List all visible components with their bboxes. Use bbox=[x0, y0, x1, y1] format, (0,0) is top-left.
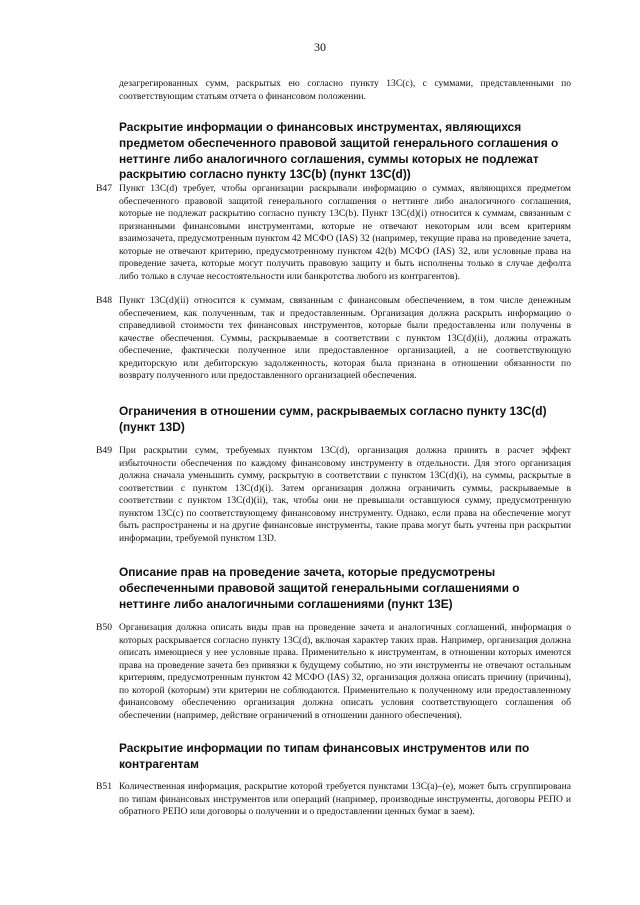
paragraph-label-b50: B50 bbox=[96, 622, 112, 633]
paragraph-b51: Количественная информация, раскрытие которой требуется пунктами 13С(a)–(e), может быть сгруппирована по типам финансовых инструментов или операций (например, производные инструменты, договоры РЕПО и обратного РЕПО или договоры о получении и о предоставлении ценных бумаг в заем). bbox=[119, 781, 571, 817]
page-number: 30 bbox=[314, 40, 326, 54]
intro-paragraph: дезагрегированных сумм, раскрытых ею согласно пункту 13С(с), с суммами, представленными по соответствующим статьям отчета о финансовом положении. bbox=[119, 78, 571, 102]
section-heading-offsetting-not-reported: Раскрытие информации о финансовых инструментах, являющихся предметом обеспеченного правовой защитой генерального соглашения о неттинге либо аналогичного соглашения, суммы которых не подлежат раскрытию согласно пункту 13С(b) (пункт 13С(d)) bbox=[119, 120, 559, 182]
section-heading-limits-13d: Ограничения в отношении сумм, раскрываемых согласно пункту 13С(d) (пункт 13D) bbox=[119, 404, 547, 434]
paragraph-label-b47: B47 bbox=[96, 183, 112, 194]
section-heading-by-type: Раскрытие информации по типам финансовых инструментов или по контрагентам bbox=[119, 741, 530, 771]
paragraph-b48: Пункт 13С(d)(ii) относится к суммам, связанным с финансовым обеспечением, в том числе денежным обеспечением, как полученным, так и предоставленным. Организация должна раскрыть информацию о справедливой стоимости тех финансовых инструментов, которые были предоставлены или получены в качестве обеспечения. Суммы, раскрываемые в соответствии с пунктом 13С(d)(ii), должны отражать обеспечение, фактически полученное или предоставленное организацией, а не соответствующую кредиторскую или дебиторскую задолженность, которая была признана в отношении обязанности по возврату полученного или предоставленного организацией обеспечения. bbox=[119, 295, 571, 381]
paragraph-b47: Пункт 13С(d) требует, чтобы организации раскрывали информацию о суммах, являющихся предметом обеспеченного правовой защитой генерального соглашения о неттинге либо аналогичного соглашения, которые не подлежат раскрытию согласно пункту 13С(b). Пункт 13С(d)(i) относится к суммам, связанным с признанными финансовыми инструментами, которые не отвечают некоторым или всем критериям взаимозачета, предусмотренным пунктом 42 МСФО (IAS) 32 (например, текущие права на проведение зачета, которые не отвечают критерию, предусмотренному пунктом 42(b) МСФО (IAS) 32, или условные права на проведение зачета, которые могут получить правовую защиту и быть исполнены только в случае дефолта либо только в случае несостоятельности или банкротства любого из контрагентов). bbox=[119, 183, 571, 282]
section-heading-rights-13e: Описание прав на проведение зачета, которые предусмотрены обеспеченными правовой защитой генеральными соглашениями о неттинге либо аналогичными соглашениями (пункт 13Е) bbox=[119, 565, 520, 611]
paragraph-label-b51: B51 bbox=[96, 781, 112, 792]
paragraph-label-b49: B49 bbox=[96, 445, 112, 456]
paragraph-b49: При раскрытии сумм, требуемых пунктом 13С(d), организация должна принять в расчет эффект избыточности обеспечения по каждому финансовому инструменту в отдельности. Для этого организация должна сначала уменьшить сумму, раскрытую в соответствии с пунктом 13С(d)(i), на суммы, раскрытые в соответствии с пунктом 13С(d)(i). Затем организация должна ограничить суммы, раскрываемые в соответствии с пунктом 13С(d)(ii), так, чтобы они не превышали оставшуюся сумму, предусмотренную пунктом 13С(с) по соответствующему финансовому инструменту. Однако, если права на обеспечение могут быть распространены и на другие финансовые инструменты, такие права могут быть учтены при раскрытии информации, требуемой пунктом 13D. bbox=[119, 445, 571, 544]
paragraph-label-b48: B48 bbox=[96, 295, 112, 306]
paragraph-b50: Организация должна описать виды прав на проведение зачета и аналогичных соглашений, информация о которых раскрывается согласно пункту 13С(d), включая характер таких прав. Например, организация должна описать имеющиеся у нее условные права. Применительно к инструментам, в отношении которых имеются права на проведение зачета без привязки к будущему событию, но эти инструменты не отвечают остальным критериям, предусмотренным пунктом 42 МСФО (IAS) 32, организация должна описать причину (причины), по которой (которым) эти критерии не соблюдаются. Применительно к полученному или предоставленному финансовому обеспечению организация должна описать условия соответствующего соглашения об обеспечении (например, действие ограничений в отношении данного обеспечения). bbox=[119, 622, 571, 721]
